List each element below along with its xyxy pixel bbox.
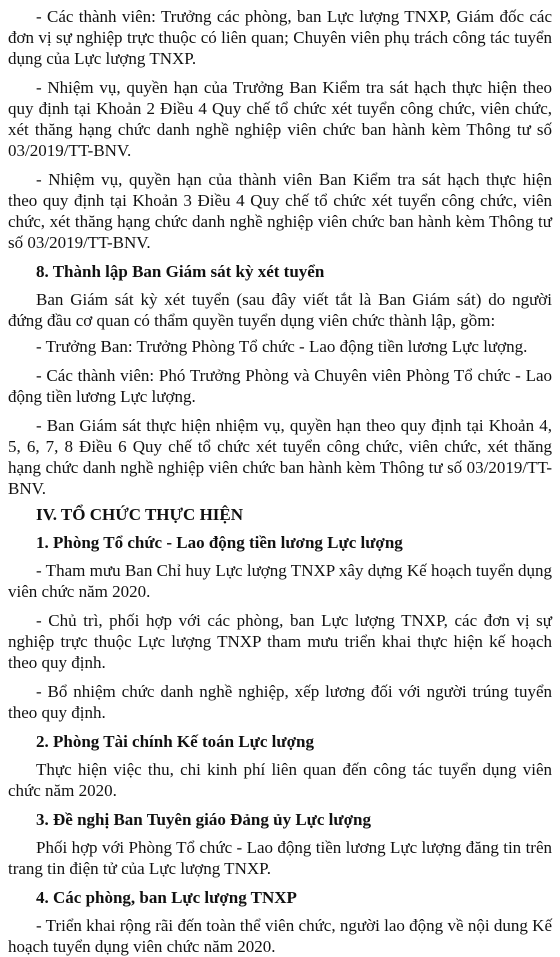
- paragraph-members: - Các thành viên: Trưởng các phòng, ban Lực lượng TNXP, Giám đốc các đơn vị sự nghiệp trực thuộc có liên quan; Chuyên viên phụ trách công tác tuyển dụng của Lực lượng TNXP.: [8, 7, 552, 68]
- heading-subsection-3: 3. Đề nghị Ban Tuyên giáo Đảng ủy Lực lượng: [36, 810, 371, 829]
- paragraph-advise-plan: - Tham mưu Ban Chỉ huy Lực lượng TNXP xây dựng Kế hoạch tuyển dụng viên chức năm 2020.: [8, 561, 552, 601]
- paragraph-head-duties: - Nhiệm vụ, quyền hạn của Trưởng Ban Kiểm tra sát hạch thực hiện theo quy định tại Khoản 2 Điều 4 Quy chế tổ chức xét tuyển công chức, viên chức, xét thăng hạng chức danh nghề nghiệp viên chức ban hành kèm Thông tư số 03/2019/TT-BNV.: [8, 78, 552, 160]
- paragraph-deploy: - Triển khai rộng rãi đến toàn thể viên chức, người lao động về nội dung Kế hoạch tuyển dụng viên chức năm 2020.: [8, 916, 552, 956]
- paragraph-member-duties: - Nhiệm vụ, quyền hạn của thành viên Ban Kiểm tra sát hạch thực hiện theo quy định tại Khoản 3 Điều 4 Quy chế tổ chức xét tuyển công chức, viên chức, xét thăng hạng chức danh nghề nghiệp viên chức ban hành kèm Thông tư số 03/2019/TT-BNV.: [8, 170, 552, 252]
- heading-subsection-2: 2. Phòng Tài chính Kế toán Lực lượng: [36, 732, 314, 751]
- paragraph-board-head: - Trưởng Ban: Trưởng Phòng Tổ chức - Lao động tiền lương Lực lượng.: [36, 337, 528, 356]
- paragraph-board-duties: - Ban Giám sát thực hiện nhiệm vụ, quyền hạn theo quy định tại Khoản 4, 5, 6, 7, 8 Điều 6 Quy chế tổ chức xét tuyển công chức, viên chức, xét thăng hạng chức danh nghề nghiệp viên chức ban hành kèm Thông tư số 03/2019/TT-BNV.: [8, 416, 552, 498]
- heading-section-iv: IV. TỔ CHỨC THỰC HIỆN: [36, 505, 244, 524]
- paragraph-board-members: - Các thành viên: Phó Trưởng Phòng và Chuyên viên Phòng Tổ chức - Lao động tiền lương Lực lượng.: [8, 366, 552, 406]
- paragraph-publish: Phối hợp với Phòng Tổ chức - Lao động tiền lương Lực lượng đăng tin trên trang tin điện tử của Lực lượng TNXP.: [8, 838, 552, 878]
- heading-subsection-1: 1. Phòng Tổ chức - Lao động tiền lương Lực lượng: [36, 533, 403, 552]
- paragraph-finance: Thực hiện việc thu, chi kinh phí liên quan đến công tác tuyển dụng viên chức năm 2020.: [8, 760, 552, 800]
- paragraph-supervision-board: Ban Giám sát kỳ xét tuyển (sau đây viết tắt là Ban Giám sát) do người đứng đầu cơ quan có thẩm quyền tuyển dụng viên chức thành lập, gồm:: [8, 290, 552, 330]
- heading-subsection-4: 4. Các phòng, ban Lực lượng TNXP: [36, 888, 297, 907]
- heading-section-8: 8. Thành lập Ban Giám sát kỳ xét tuyển: [36, 262, 325, 281]
- paragraph-appoint: - Bổ nhiệm chức danh nghề nghiệp, xếp lương đối với người trúng tuyển theo quy định.: [8, 682, 552, 722]
- paragraph-coordinate: - Chủ trì, phối hợp với các phòng, ban Lực lượng TNXP, các đơn vị sự nghiệp trực thuộc Lực lượng TNXP tham mưu triển khai thực hiện kế hoạch theo quy định.: [8, 611, 552, 672]
